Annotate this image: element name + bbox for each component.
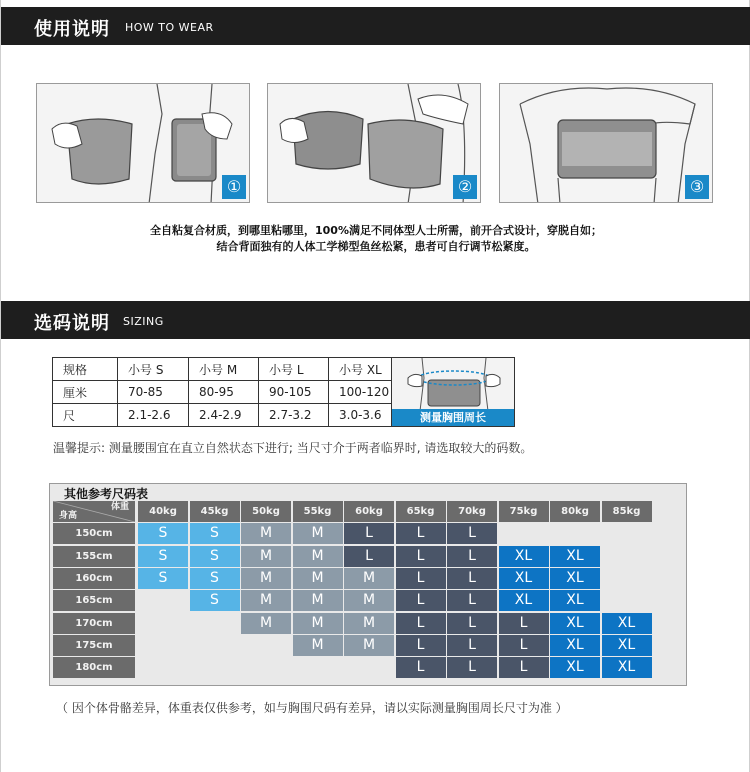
size-cell: M (241, 590, 291, 611)
measure-illustration (391, 357, 515, 427)
wear-description-line-2: 结合背面独有的人体工学梯型鱼丝松紧，患者可自行调节松紧度。 (216, 240, 536, 253)
step-2-badge: ② (453, 175, 477, 199)
size-cell: S (190, 568, 240, 589)
size-cell: M (241, 613, 291, 634)
table-cell: 小号 S (118, 358, 189, 381)
size-cell: M (293, 635, 343, 656)
table-cell: 小号 L (259, 358, 329, 381)
weight-header: 70kg (447, 501, 497, 522)
size-cell: M (293, 568, 343, 589)
corner-height-label: 身高 (59, 511, 78, 521)
sizing-header (1, 301, 750, 339)
table-row (53, 381, 392, 404)
size-cell: XL (499, 590, 549, 611)
size-cell: L (396, 657, 446, 678)
size-cell: M (293, 546, 343, 567)
wear-description-line-1: 全自粘复合材质，到哪里粘哪里，100%满足不同体型人士所需，前开合式设计，穿脱自如； (150, 224, 602, 237)
sizing-tip: 温馨提示: 测量腰围宜在直立自然状态下进行; 当尺寸介于两者临界时, 请选取较大的码数。 (53, 441, 533, 455)
size-cell: XL (550, 635, 600, 656)
size-cell: L (344, 523, 394, 544)
size-cell: M (344, 613, 394, 634)
weight-header: 45kg (190, 501, 240, 522)
step-2-illustration (267, 83, 481, 203)
size-cell: L (447, 568, 497, 589)
size-cell: L (396, 613, 446, 634)
size-cell: XL (499, 546, 549, 567)
sizing-title: 选码说明 (34, 313, 110, 334)
table-cell: 2.4-2.9 (189, 404, 259, 427)
table-cell: 规格 (53, 358, 118, 381)
size-cell: S (138, 523, 188, 544)
height-header: 155cm (53, 546, 135, 567)
size-cell: XL (550, 613, 600, 634)
size-cell: L (499, 613, 549, 634)
step-3-illustration (499, 83, 713, 203)
size-cell: XL (550, 590, 600, 611)
how-to-wear-title: 使用说明 (34, 19, 110, 40)
step-3-badge: ③ (685, 175, 709, 199)
table-cell: 100-120 (329, 381, 392, 404)
size-cell: XL (602, 635, 652, 656)
table-cell: 2.7-3.2 (259, 404, 329, 427)
size-cell: XL (550, 546, 600, 567)
table-row (53, 404, 392, 427)
how-to-wear-subtitle: HOW TO WEAR (125, 21, 214, 34)
size-cell: L (447, 590, 497, 611)
size-cell: M (344, 568, 394, 589)
size-cell: L (499, 657, 549, 678)
size-cell: M (293, 613, 343, 634)
step-1-badge: ① (222, 175, 246, 199)
height-header: 170cm (53, 613, 135, 634)
size-cell: S (138, 568, 188, 589)
size-cell: S (190, 546, 240, 567)
weight-header: 50kg (241, 501, 291, 522)
corner-weight-label: 体重 (110, 502, 129, 512)
size-cell: M (241, 568, 291, 589)
size-cell: L (447, 657, 497, 678)
size-cell: S (138, 546, 188, 567)
size-cell: XL (550, 657, 600, 678)
table-cell: 小号 XL (329, 358, 392, 381)
table-cell: 小号 M (189, 358, 259, 381)
size-cell: L (396, 568, 446, 589)
size-cell: M (293, 590, 343, 611)
table-cell: 80-95 (189, 381, 259, 404)
size-cell: L (396, 546, 446, 567)
reference-grid (53, 501, 678, 679)
table-cell: 2.1-2.6 (118, 404, 189, 427)
step-1-illustration (36, 83, 250, 203)
height-header: 150cm (53, 523, 135, 544)
weight-header: 75kg (499, 501, 549, 522)
height-header: 165cm (53, 590, 135, 611)
table-cell: 70-85 (118, 381, 189, 404)
table-cell: 尺 (53, 404, 118, 427)
weight-header: 60kg (344, 501, 394, 522)
size-cell: M (241, 523, 291, 544)
weight-header: 85kg (602, 501, 652, 522)
how-to-wear-header (1, 7, 750, 45)
size-cell: L (344, 546, 394, 567)
size-cell: S (190, 523, 240, 544)
size-cell: M (344, 635, 394, 656)
size-spec-table (52, 357, 392, 427)
sizing-subtitle: SIZING (123, 315, 164, 328)
measure-label: 测量胸围周长 (392, 409, 514, 426)
footnote: （ 因个体骨骼差异，体重表仅供参考，如与胸围尺码有差异，请以实际测量胸围周长尺寸为准 ） (56, 701, 568, 715)
table-cell: 3.0-3.6 (329, 404, 392, 427)
size-cell: M (293, 523, 343, 544)
size-cell: L (396, 590, 446, 611)
height-header: 160cm (53, 568, 135, 589)
table-cell: 90-105 (259, 381, 329, 404)
size-cell: L (396, 635, 446, 656)
weight-header: 40kg (138, 501, 188, 522)
size-cell: L (447, 546, 497, 567)
weight-header: 55kg (293, 501, 343, 522)
reference-chart-title: 其他参考尺码表 (64, 487, 149, 501)
table-cell: 厘米 (53, 381, 118, 404)
size-cell: XL (550, 568, 600, 589)
size-cell: XL (602, 613, 652, 634)
weight-header: 65kg (396, 501, 446, 522)
weight-header: 80kg (550, 501, 600, 522)
size-cell: L (447, 613, 497, 634)
height-header: 175cm (53, 635, 135, 656)
size-cell: L (499, 635, 549, 656)
size-cell: L (447, 635, 497, 656)
height-header: 180cm (53, 657, 135, 678)
size-cell: L (396, 523, 446, 544)
size-cell: L (447, 523, 497, 544)
size-cell: S (190, 590, 240, 611)
size-cell: M (241, 546, 291, 567)
size-cell: XL (602, 657, 652, 678)
table-row (53, 358, 392, 381)
grid-corner (53, 501, 135, 522)
size-cell: M (344, 590, 394, 611)
size-cell: XL (499, 568, 549, 589)
